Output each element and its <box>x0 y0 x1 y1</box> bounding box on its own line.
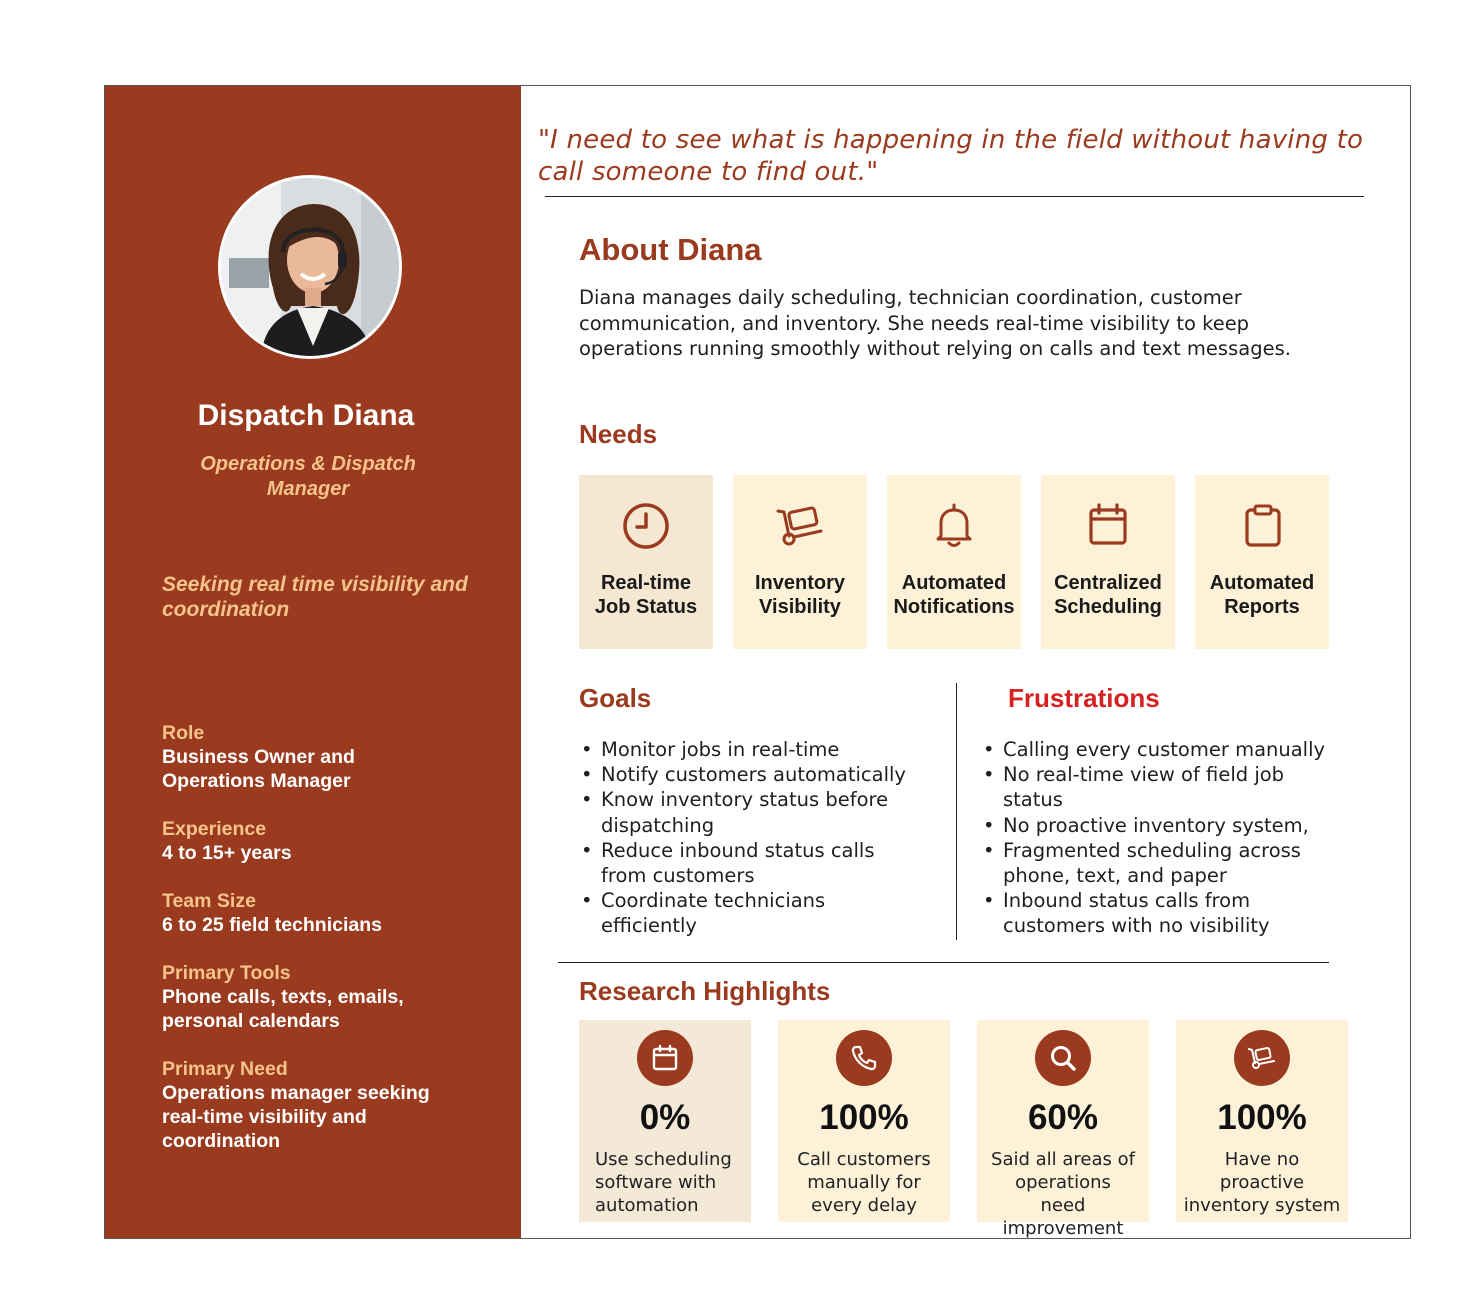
need-card <box>1195 475 1329 649</box>
stat-value: 0% <box>639 1098 691 1137</box>
persona-avatar <box>218 175 402 359</box>
persona-job-title: Operations & Dispatch Manager <box>200 453 416 500</box>
about-title: About Diana <box>579 232 762 267</box>
bell-icon <box>929 501 979 551</box>
attribute-label: Primary Need <box>162 1058 288 1080</box>
stat-icon-badge <box>1234 1030 1290 1086</box>
attribute-experience <box>162 817 492 865</box>
frustration-item: • No proactive inventory system, <box>981 813 1331 838</box>
stat-icon-badge <box>836 1030 892 1086</box>
stat-value: 60% <box>1027 1098 1099 1137</box>
need-card <box>733 475 867 649</box>
attribute-primary-need <box>162 1057 492 1153</box>
stat-card <box>977 1020 1149 1239</box>
attribute-label: Team Size <box>162 890 256 912</box>
persona-tagline: Seeking real time visibility and coordination <box>162 573 468 621</box>
needs-title: Needs <box>579 419 658 449</box>
attribute-role <box>162 721 492 793</box>
attribute-value: Operations manager seeking real-time visibility and coordination <box>162 1082 430 1152</box>
goals-frustrations-divider <box>956 683 957 940</box>
need-card <box>887 475 1021 649</box>
need-label: Real-time Job Status <box>594 572 698 618</box>
calendar-icon <box>1083 501 1133 551</box>
attribute-primary-tools <box>162 961 492 1033</box>
goal-item: • Notify customers automatically <box>579 762 929 787</box>
frustrations-list <box>981 737 1331 939</box>
attribute-team-size <box>162 889 492 937</box>
quote-divider <box>545 196 1364 197</box>
attribute-label: Experience <box>162 818 267 840</box>
calendar-icon <box>651 1044 679 1072</box>
goals-list <box>579 737 929 939</box>
persona-sidebar <box>105 86 521 1238</box>
clock-icon <box>621 501 671 551</box>
hand-truck-icon <box>1248 1044 1276 1072</box>
frustration-item: • Inbound status calls from customers with no visibility <box>981 888 1291 938</box>
stat-value: 100% <box>1217 1098 1307 1137</box>
persona-card <box>104 85 1411 1239</box>
goal-item: • Reduce inbound status calls from customers <box>579 838 899 888</box>
stat-card <box>1176 1020 1348 1222</box>
phone-icon <box>850 1044 878 1072</box>
research-divider <box>558 962 1329 963</box>
hand-truck-icon <box>775 501 825 551</box>
stat-description: Call customers manually for every delay <box>797 1149 931 1216</box>
clipboard-icon <box>1237 501 1287 551</box>
stat-description: Have no proactive inventory system <box>1183 1149 1341 1216</box>
stat-icon-badge <box>1035 1030 1091 1086</box>
goal-item: • Monitor jobs in real-time <box>579 737 929 762</box>
goals-title: Goals <box>579 683 652 713</box>
frustration-item: • Fragmented scheduling across phone, text, and paper <box>981 838 1321 888</box>
need-label: Automated Reports <box>1209 572 1315 618</box>
goal-item: • Know inventory status before dispatching <box>579 787 909 837</box>
goal-item: • Coordinate technicians efficiently <box>579 888 849 938</box>
stat-card <box>778 1020 950 1222</box>
stat-description: Use scheduling software with automation <box>595 1149 732 1216</box>
frustration-item: • No real-time view of field job status <box>981 762 1301 812</box>
attribute-label: Role <box>162 722 205 744</box>
need-label: Centralized Scheduling <box>1054 572 1162 618</box>
persona-name: Dispatch Diana <box>197 399 415 432</box>
need-card <box>1041 475 1175 649</box>
search-icon <box>1049 1044 1077 1072</box>
stat-icon-badge <box>637 1030 693 1086</box>
attribute-label: Primary Tools <box>162 962 291 984</box>
persona-photo <box>221 178 402 359</box>
stat-value: 100% <box>819 1098 909 1137</box>
need-label: Inventory Visibility <box>754 572 846 618</box>
need-card <box>579 475 713 649</box>
research-title: Research Highlights <box>579 976 831 1006</box>
attribute-value: 4 to 15+ years <box>162 842 292 864</box>
stat-card <box>579 1020 751 1222</box>
attribute-value: Business Owner and Operations Manager <box>162 746 355 792</box>
frustrations-title: Frustrations <box>1008 683 1160 713</box>
persona-quote: "I need to see what is happening in the field without having to call someone to find out." <box>538 125 1364 187</box>
about-body: Diana manages daily scheduling, technician coordination, customer communication, and inventory. She needs real-time visibility to keep operations running smoothly without relying on calls and text messages. <box>579 286 1291 360</box>
attribute-value: Phone calls, texts, emails, personal calendars <box>162 986 404 1032</box>
stat-description: Said all areas of operations need improvement <box>991 1149 1135 1239</box>
attribute-value: 6 to 25 field technicians <box>162 914 382 936</box>
frustration-item: • Calling every customer manually <box>981 737 1331 762</box>
need-label: Automated Notifications <box>893 572 1015 618</box>
